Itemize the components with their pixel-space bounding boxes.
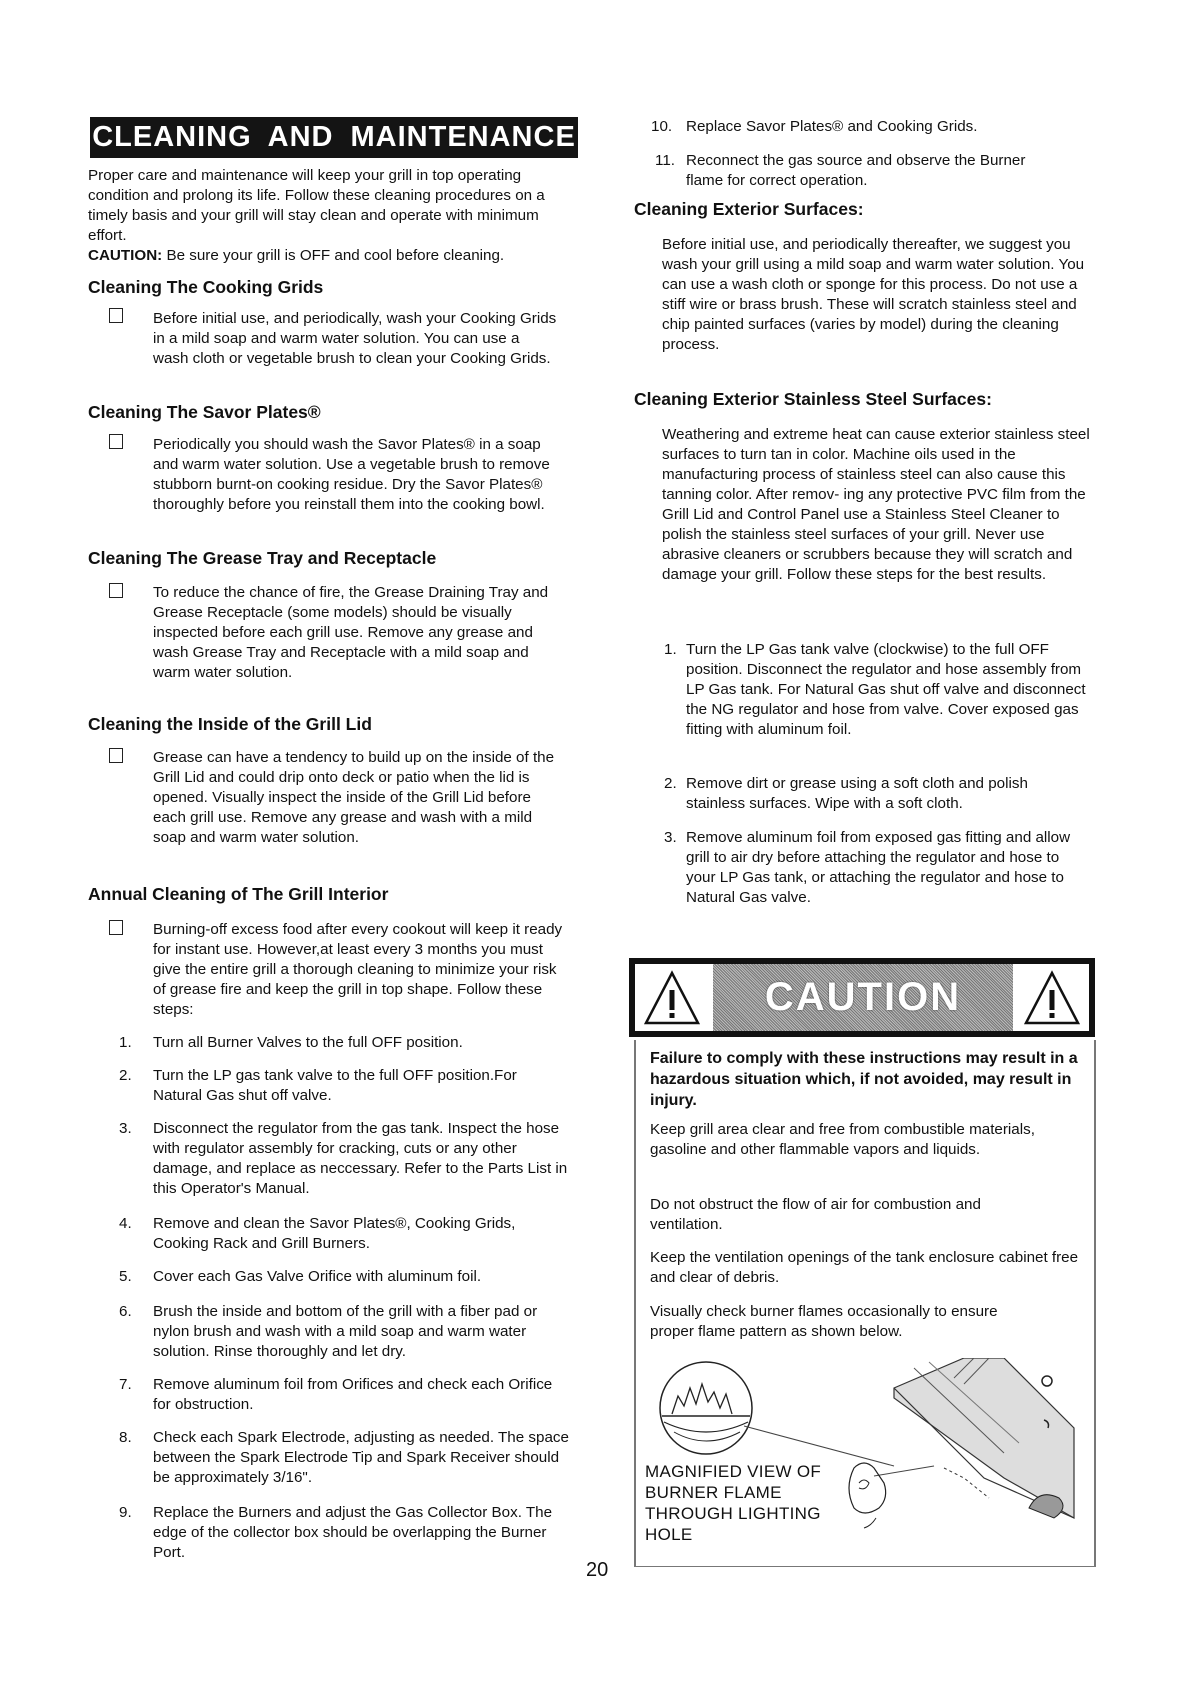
step-number: 7. xyxy=(119,1376,132,1393)
illustration-label xyxy=(645,1461,821,1545)
step-number: 4. xyxy=(119,1215,132,1232)
section-item-text: Grease can have a tendency to build up on the inside of the Grill Lid and could drip onto deck or patio when the lid is opened. Visually inspect the inside of the Grill Lid before each grill use. Remove any grease and wash with a mild soap and warm water solution. xyxy=(153,749,555,846)
section-heading: Cleaning The Grease Tray and Receptacle xyxy=(88,548,437,568)
step-text: Reconnect the gas source and observe the Burner flame for correct operation. xyxy=(686,152,1026,189)
step-text: Cover each Gas Valve Orifice with aluminum foil. xyxy=(153,1268,482,1285)
section-heading: Cleaning The Cooking Grids xyxy=(88,277,324,297)
section-heading-exterior: Cleaning Exterior Surfaces: xyxy=(634,199,864,219)
illustration-label-line: BURNER FLAME xyxy=(645,1483,782,1502)
step-text: Turn the LP gas tank valve to the full OFF position.For Natural Gas shut off valve. xyxy=(153,1067,517,1104)
checkbox-icon xyxy=(109,308,123,323)
exterior-paragraph: Before initial use, and periodically thereafter, we suggest you wash your grill using a mild soap and warm water solution. You can use a wash cloth or sponge for this process. Do not use a stiff wire or brass brush. These will scratch stainless steel and chip painted surfaces (varies by model) during the cleaning process. xyxy=(662,236,1085,353)
caution-paragraph: Keep the ventilation openings of the tank enclosure cabinet free and clear of debris. xyxy=(650,1249,1079,1286)
caution-label: CAUTION: xyxy=(88,247,163,264)
caution-line xyxy=(88,246,588,266)
intro-paragraph: Proper care and maintenance will keep your grill in top operating condition and prolong its life. Follow these cleaning procedures on a timely basis and your grill will stay clean and operate with minimum effort. xyxy=(88,167,545,244)
checkbox-icon xyxy=(109,748,123,763)
step-text: Brush the inside and bottom of the grill with a fiber pad or nylon brush and wash with a mild soap and warm water solution. Rinse thoroughly and let dry. xyxy=(153,1303,538,1360)
section-item-text: To reduce the chance of fire, the Grease Draining Tray and Grease Receptacle (some models) should be visually inspected before each grill use. Remove any grease and wash Grease Tray and Receptacle with a mild soap and warm water solution. xyxy=(153,584,549,681)
section-heading-stainless: Cleaning Exterior Stainless Steel Surfaces: xyxy=(634,389,992,409)
step-text: Remove dirt or grease using a soft cloth and polish stainless surfaces. Wipe with a soft cloth. xyxy=(686,775,1028,812)
step-number: 5. xyxy=(119,1268,132,1285)
section-heading: Cleaning the Inside of the Grill Lid xyxy=(88,714,372,734)
step-text: Replace the Burners and adjust the Gas Collector Box. The edge of the collector box should be overlapping the Burner Port. xyxy=(153,1504,553,1561)
step-text: Remove and clean the Savor Plates®, Cooking Grids, Cooking Rack and Grill Burners. xyxy=(153,1215,516,1252)
stainless-paragraph: Weathering and extreme heat can cause exterior stainless steel surfaces to turn tan in color. Machine oils used in the manufacturing process of stainless steel can also cause this tanning color. After remov- ing any protective PVC film from the Grill Lid and Control Panel use a Stainless Steel Cleaner to polish the stainless steel surfaces of your grill. Never use abrasive cleaners or scrubbers because they will scratch and damage your grill. Follow these steps for the best results. xyxy=(662,426,1090,583)
step-number: 6. xyxy=(119,1303,132,1320)
warning-triangle-icon xyxy=(643,970,701,1026)
step-number: 1. xyxy=(664,641,677,658)
step-number: 10. xyxy=(651,118,673,135)
step-number: 2. xyxy=(119,1067,132,1084)
caution-body xyxy=(634,1040,1096,1567)
step-number: 2. xyxy=(664,775,677,792)
caution-header xyxy=(629,958,1095,1037)
step-number: 8. xyxy=(119,1429,132,1446)
caution-warning: Failure to comply with these instructions may result in a hazardous situation which, if not avoided, may result in injury. xyxy=(650,1050,1078,1109)
illustration-label-line: MAGNIFIED VIEW OF xyxy=(645,1462,822,1481)
illustration-label-line: THROUGH LIGHTING xyxy=(645,1504,821,1523)
step-text: Turn all Burner Valves to the full OFF position. xyxy=(153,1034,463,1051)
caution-text: Be sure your grill is OFF and cool before cleaning. xyxy=(162,247,505,264)
warning-triangle-icon xyxy=(1023,970,1081,1026)
step-number: 3. xyxy=(119,1120,132,1137)
page-number: 20 xyxy=(586,1559,609,1581)
caution-title: CAUTION xyxy=(713,964,1013,1031)
step-text: Remove aluminum foil from exposed gas fitting and allow grill to air dry before attaching the regulator and hose to your LP Gas tank, or attaching the regulator and hose to Natural Gas valve. xyxy=(686,829,1071,906)
checkbox-icon xyxy=(109,920,123,935)
section-item-text: Before initial use, and periodically, wash your Cooking Grids in a mild soap and warm water solution. You can use a wash cloth or vegetable brush to clean your Cooking Grids. xyxy=(153,310,557,367)
step-text: Check each Spark Electrode, adjusting as needed. The space between the Spark Electrode Tip and Spark Receiver should be approximately 3/16". xyxy=(153,1429,569,1486)
caution-paragraph: Do not obstruct the flow of air for combustion and ventilation. xyxy=(650,1196,981,1233)
step-number: 3. xyxy=(664,829,677,846)
section-item-text: Burning-off excess food after every cookout will keep it ready for instant use. However,at least every 3 months you must give the entire grill a thorough cleaning to minimize your risk of grease fire and keep the grill in top shape. Follow these steps: xyxy=(153,921,563,1018)
step-number: 1. xyxy=(119,1034,132,1051)
step-text: Remove aluminum foil from Orifices and check each Orifice for obstruction. xyxy=(153,1376,553,1413)
page-banner-title: CLEANING AND MAINTENANCE xyxy=(90,117,578,158)
section-item-text: Periodically you should wash the Savor Plates® in a soap and warm water solution. Use a vegetable brush to remove stubborn burnt-on cooking residue. Dry the Savor Plates® thoroughly before you reinstall them into the cooking bowl. xyxy=(153,436,550,513)
checkbox-icon xyxy=(109,434,123,449)
illustration-label-line: HOLE xyxy=(645,1525,693,1544)
caution-paragraph: Visually check burner flames occasionally to ensure proper flame pattern as shown below. xyxy=(650,1303,998,1340)
caution-paragraph: Keep grill area clear and free from combustible materials, gasoline and other flammable vapors and liquids. xyxy=(650,1121,1035,1158)
step-number: 9. xyxy=(119,1504,132,1521)
section-heading: Annual Cleaning of The Grill Interior xyxy=(88,884,389,904)
step-text: Turn the LP Gas tank valve (clockwise) to the full OFF position. Disconnect the regulator and hose assembly from LP Gas tank. For Natural Gas shut off valve and disconnect the NG regulator and hose from valve. Cover exposed gas fitting with aluminum foil. xyxy=(686,641,1086,738)
step-text: Disconnect the regulator from the gas tank. Inspect the hose with regulator assembly for cracking, cuts or any other damage, and replace as neccessary. Refer to the Parts List in this Operator's Manual. xyxy=(153,1120,568,1197)
step-text: Replace Savor Plates® and Cooking Grids. xyxy=(686,118,978,135)
step-number: 11. xyxy=(655,152,675,169)
checkbox-icon xyxy=(109,583,123,598)
section-heading: Cleaning The Savor Plates® xyxy=(88,402,321,422)
